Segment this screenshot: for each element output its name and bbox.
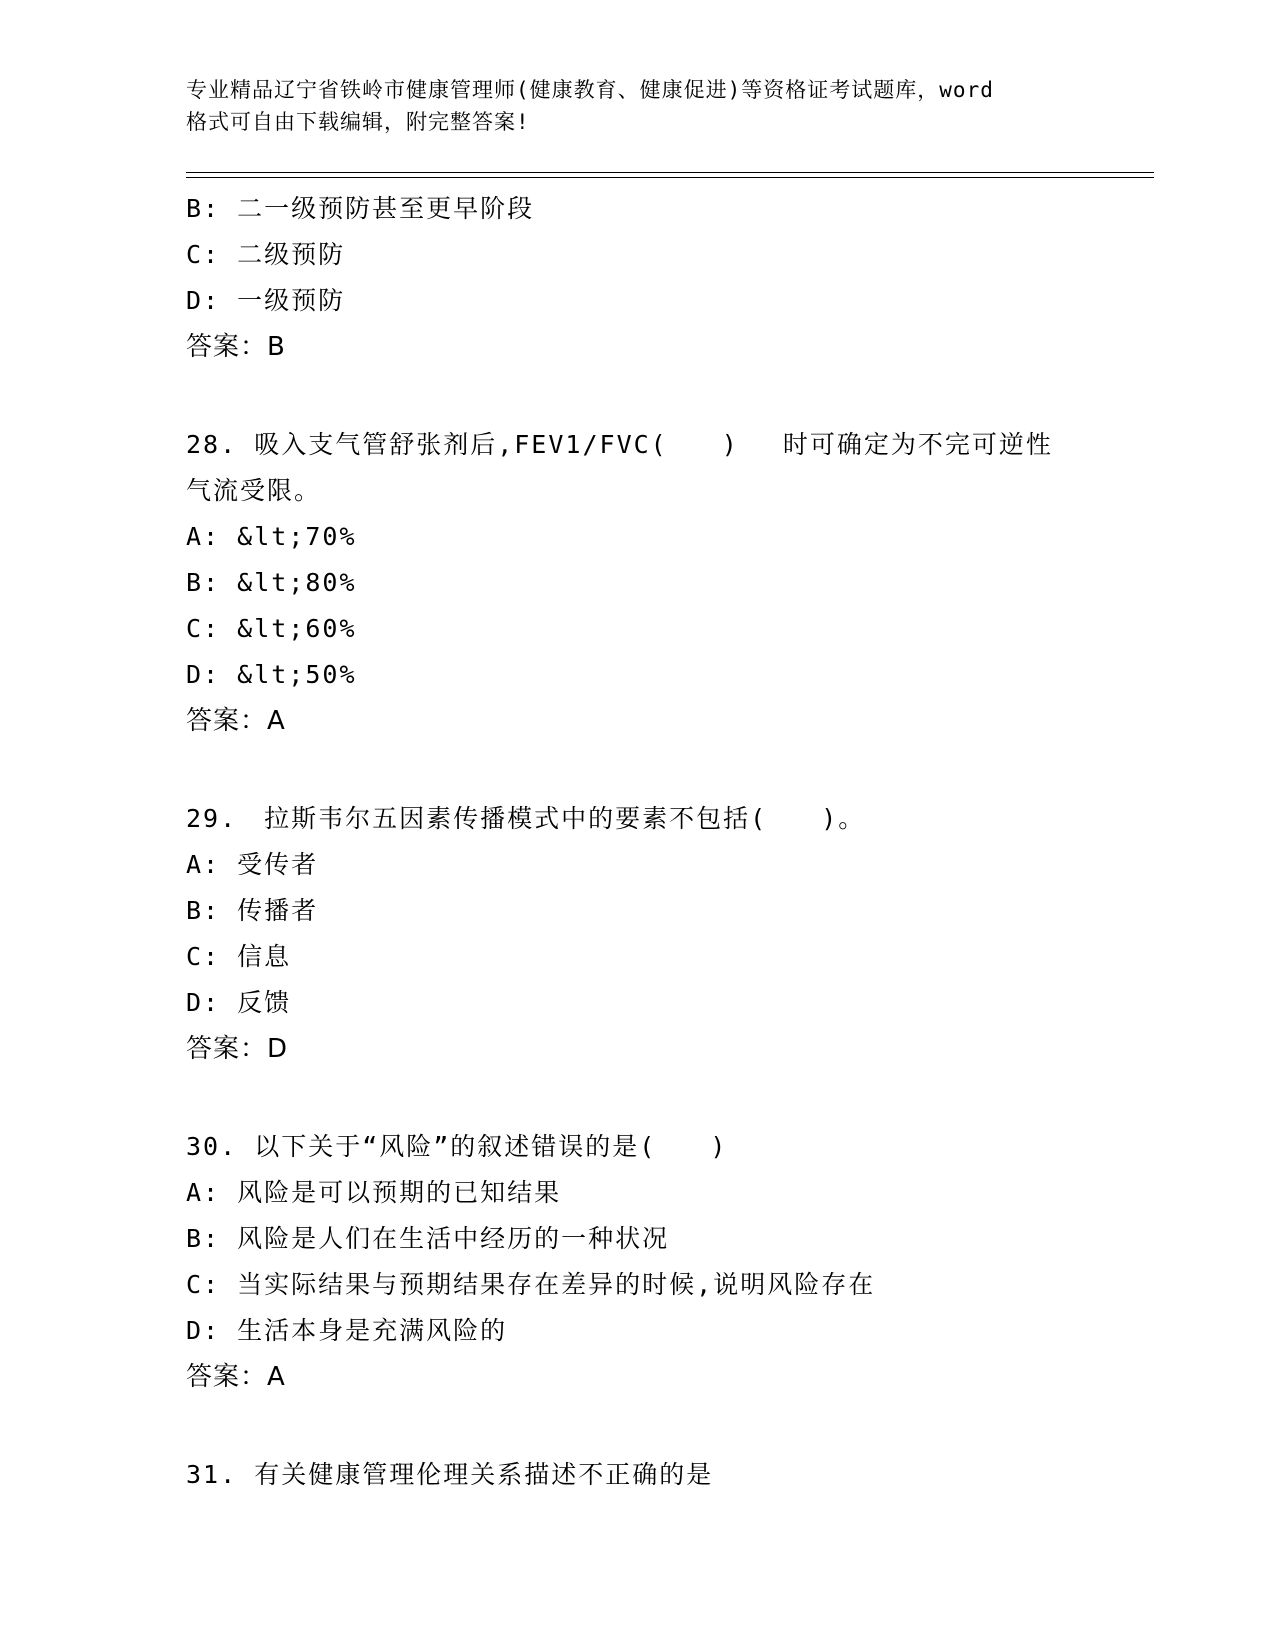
option-b: B: 风险是人们在生活中经历的一种状况	[186, 1224, 670, 1253]
question-30	[186, 1124, 1146, 1400]
header-divider-top	[186, 172, 1154, 173]
question-31	[186, 1452, 1146, 1498]
answer-line: 答案：A	[186, 1362, 286, 1392]
option-b: B: 二一级预防甚至更早阶段	[186, 194, 535, 223]
document-header	[186, 74, 1106, 138]
question-text: 28. 吸入支气管舒张剂后,FEV1/FVC( ) 时可确定为不完可逆性	[186, 430, 1053, 459]
option-b: B: &lt;80%	[186, 568, 357, 597]
question-list	[186, 186, 1146, 1498]
option-d: D: 反馈	[186, 988, 292, 1017]
header-line-1: 专业精品辽宁省铁岭市健康管理师(健康教育、健康促进)等资格证考试题库，word	[186, 78, 994, 102]
question-28	[186, 422, 1146, 744]
answer-line: 答案：B	[186, 332, 286, 362]
question-text: 29. 拉斯韦尔五因素传播模式中的要素不包括( )。	[186, 804, 866, 833]
option-c: C: 二级预防	[186, 240, 346, 269]
option-d: D: 一级预防	[186, 286, 346, 315]
header-divider-bottom	[186, 177, 1154, 178]
question-text: 31. 有关健康管理伦理关系描述不正确的是	[186, 1460, 714, 1489]
question-text: 30. 以下关于“风险”的叙述错误的是( )	[186, 1132, 728, 1161]
header-line-2: 格式可自由下载编辑，附完整答案!	[186, 110, 530, 134]
option-a: A: 风险是可以预期的已知结果	[186, 1178, 562, 1207]
option-a: A: 受传者	[186, 850, 319, 879]
option-c: C: 当实际结果与预期结果存在差异的时候,说明风险存在	[186, 1270, 876, 1299]
question-text-continued: 气流受限。	[186, 476, 322, 505]
answer-line: 答案：A	[186, 706, 286, 736]
option-a: A: &lt;70%	[186, 522, 357, 551]
option-c: C: &lt;60%	[186, 614, 357, 643]
answer-line: 答案：D	[186, 1034, 289, 1064]
option-c: C: 信息	[186, 942, 292, 971]
option-d: D: 生活本身是充满风险的	[186, 1316, 508, 1345]
question-29	[186, 796, 1146, 1072]
carryover-block	[186, 186, 1146, 370]
option-d: D: &lt;50%	[186, 660, 357, 689]
option-b: B: 传播者	[186, 896, 319, 925]
